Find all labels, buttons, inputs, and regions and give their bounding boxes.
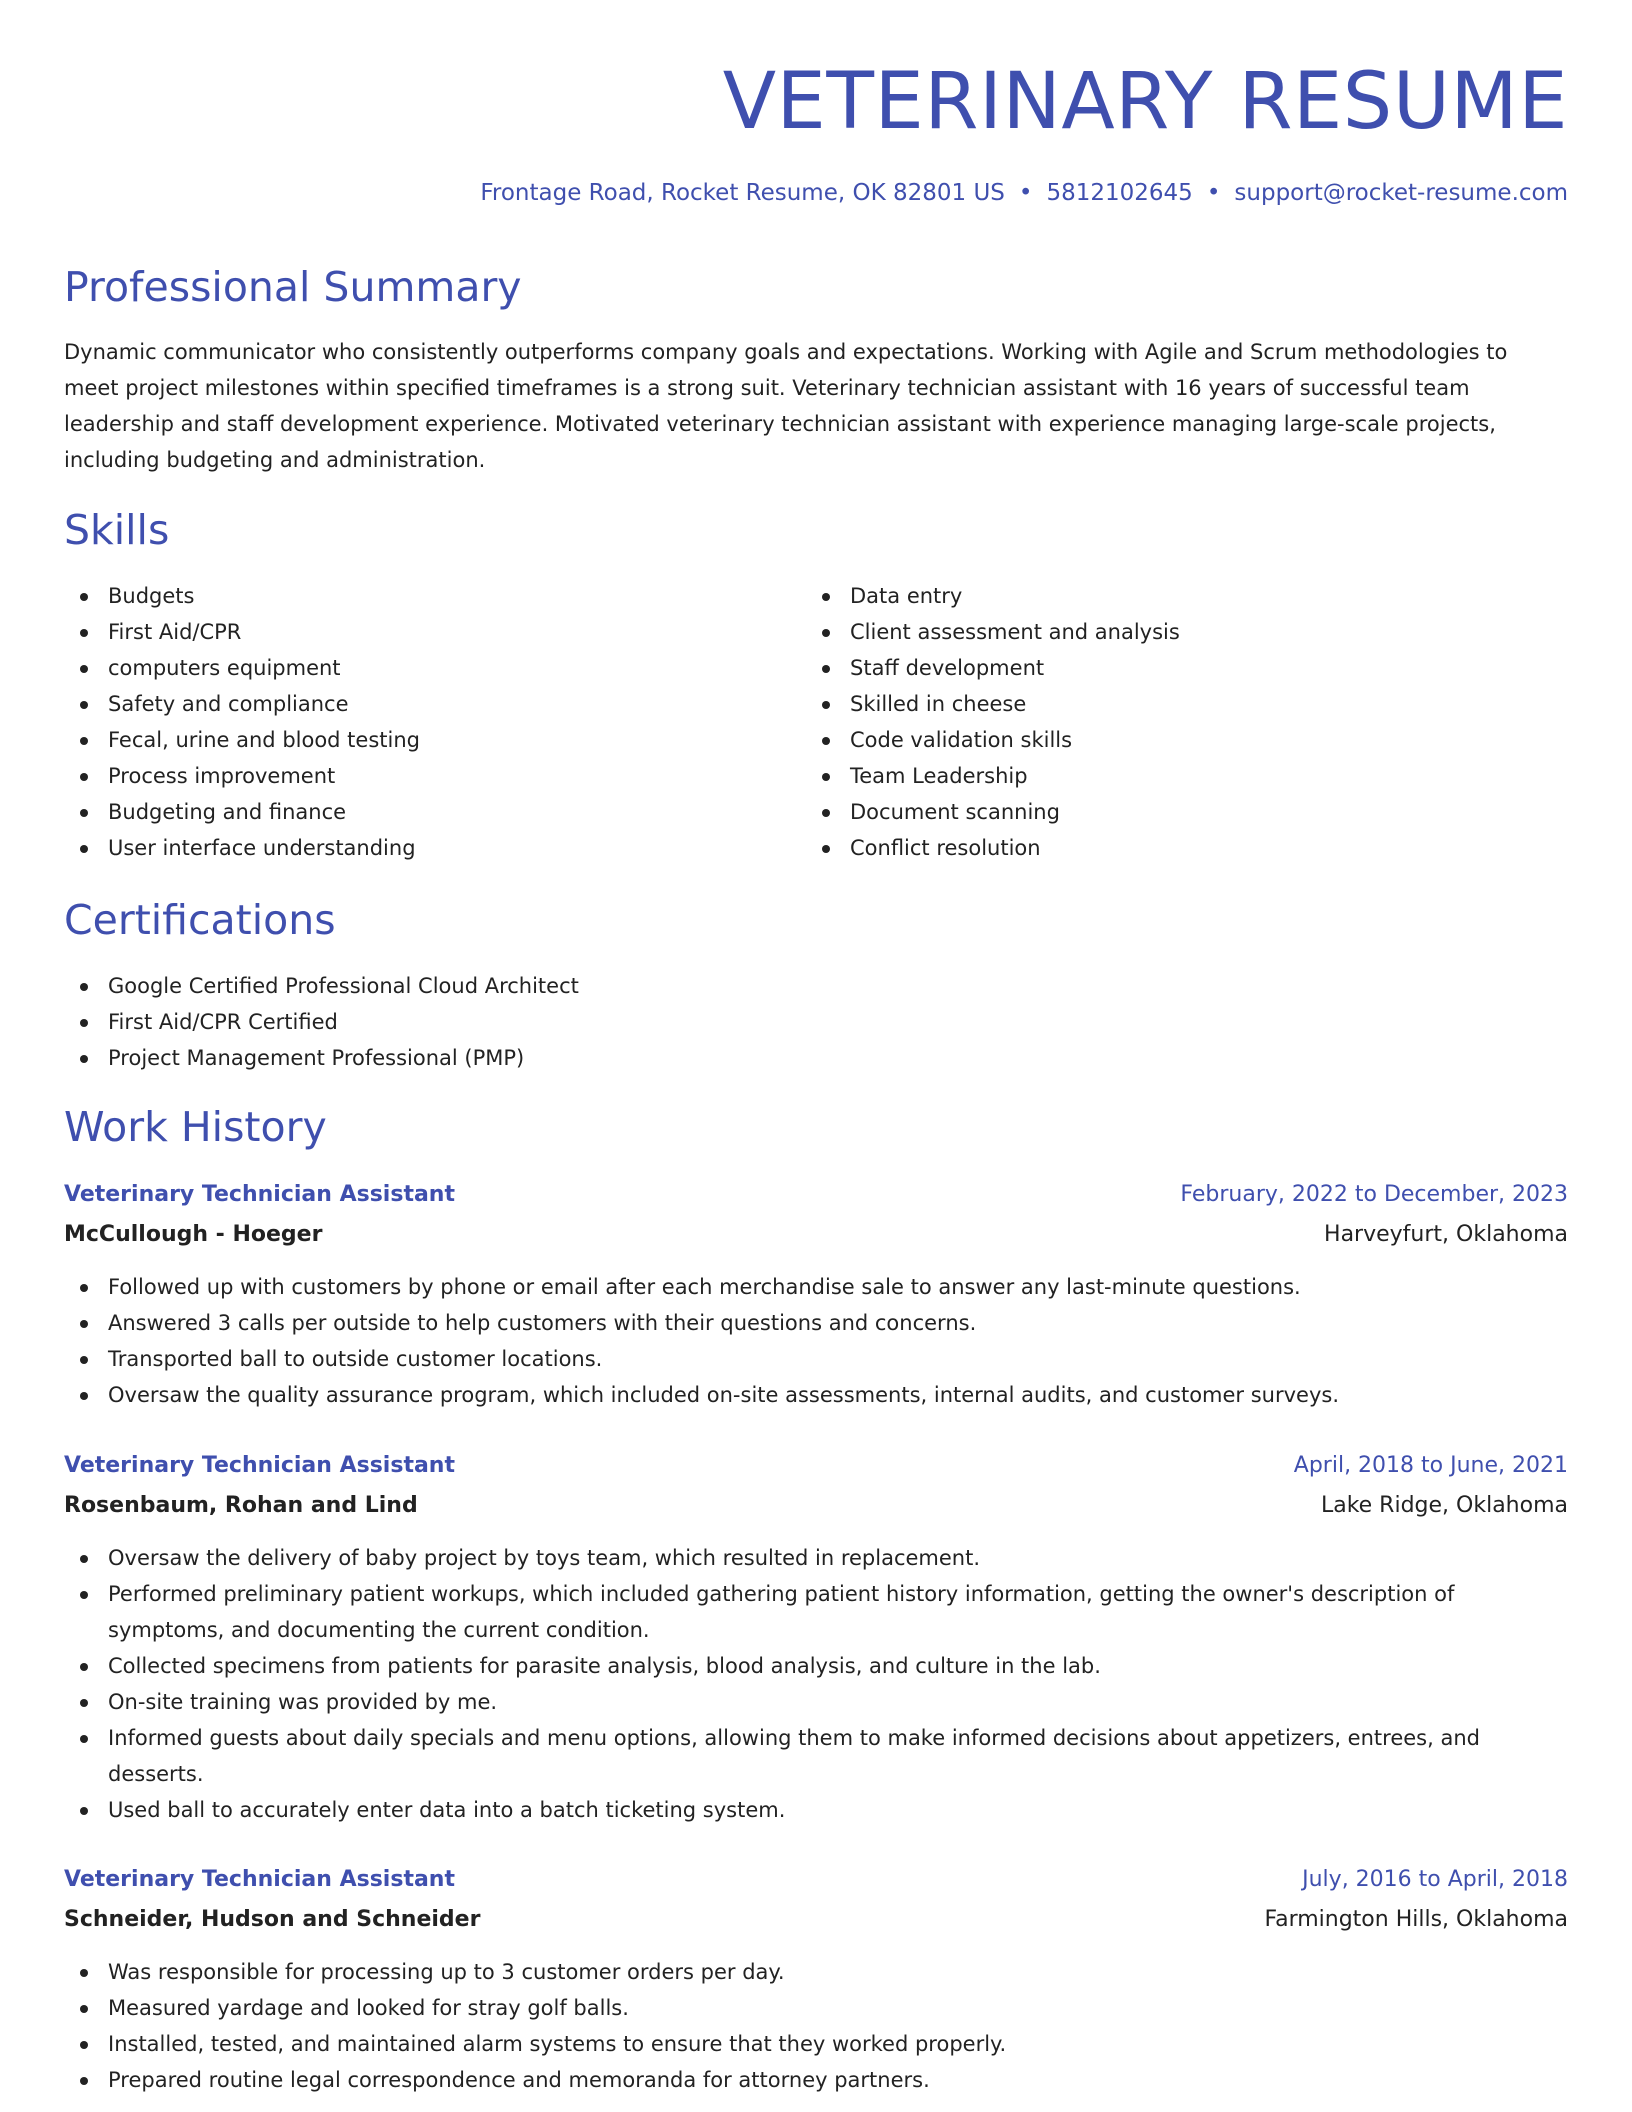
job-duty-item: Was responsible for processing up to 3 customer orders per day. bbox=[64, 1954, 1568, 1990]
job-entry bbox=[64, 1175, 1568, 1413]
resume-title: VETERINARY RESUME bbox=[722, 57, 1568, 147]
skill-item: Process improvement bbox=[64, 758, 804, 794]
job-entry bbox=[64, 1446, 1568, 1828]
job-duty-item: Installed, tested, and maintained alarm systems to ensure that they worked properly. bbox=[64, 2026, 1568, 2062]
work-history-heading: Work History bbox=[64, 1103, 327, 1151]
job-duty-item: Transported ball to outside customer locations. bbox=[64, 1341, 1568, 1377]
job-duty-item: Oversaw the quality assurance program, which included on-site assessments, internal audits, and customer surveys. bbox=[64, 1377, 1568, 1413]
job-duty-item: Prepared routine legal correspondence and memoranda for attorney partners. bbox=[64, 2062, 1568, 2098]
skill-item: Staff development bbox=[806, 650, 1546, 686]
job-duty-item: On-site training was provided by me. bbox=[64, 1684, 1568, 1720]
job-location: Farmington Hills, Oklahoma bbox=[1264, 1907, 1568, 1932]
job-dates: April, 2018 to June, 2021 bbox=[1293, 1453, 1568, 1478]
job-duty-item: Informed guests about daily specials and menu options, allowing them to make informed decisions about appetizers, entrees, and desserts. bbox=[64, 1720, 1568, 1792]
contact-phone: 5812102645 bbox=[1046, 180, 1193, 206]
job-duty-item: Answered 3 calls per outside to help customers with their questions and concerns. bbox=[64, 1305, 1568, 1341]
job-company: Rosenbaum, Rohan and Lind bbox=[64, 1493, 418, 1518]
certification-item: First Aid/CPR Certified bbox=[64, 1004, 1568, 1040]
job-duties-list bbox=[64, 1269, 1568, 1413]
job-duty-item: Collected specimens from patients for parasite analysis, blood analysis, and culture in the lab. bbox=[64, 1648, 1568, 1684]
contact-separator: • bbox=[1206, 180, 1221, 206]
certifications-list bbox=[64, 968, 1568, 1076]
skill-item: Budgets bbox=[64, 578, 804, 614]
contact-line bbox=[480, 180, 1568, 206]
skills-list-right bbox=[806, 578, 1546, 866]
skills-list-left bbox=[64, 578, 804, 866]
skills-heading: Skills bbox=[64, 506, 170, 554]
job-duties-list bbox=[64, 1540, 1568, 1828]
skill-item: Skilled in cheese bbox=[806, 686, 1546, 722]
certifications-heading: Certifications bbox=[64, 896, 336, 944]
job-title: Veterinary Technician Assistant bbox=[64, 1453, 455, 1478]
skill-item: First Aid/CPR bbox=[64, 614, 804, 650]
job-entry bbox=[64, 1860, 1568, 2098]
resume-page bbox=[64, 0, 1568, 2092]
skill-item: computers equipment bbox=[64, 650, 804, 686]
summary-heading: Professional Summary bbox=[64, 263, 522, 311]
skill-item: Fecal, urine and blood testing bbox=[64, 722, 804, 758]
skill-item: Document scanning bbox=[806, 794, 1546, 830]
skill-item: Team Leadership bbox=[806, 758, 1546, 794]
job-duties-list bbox=[64, 1954, 1568, 2098]
summary-text: Dynamic communicator who consistently outperforms company goals and expectations. Working with Agile and Scrum methodologies to meet project milestones within specified timeframes is a strong suit. Veterinary technician assistant with 16 years of successful team leadership and staff development experience. Motivated veterinary technician assistant with experience managing large-scale projects, including budgeting and administration. bbox=[64, 340, 1508, 472]
skill-item: User interface understanding bbox=[64, 830, 804, 866]
job-duty-item: Oversaw the delivery of baby project by toys team, which resulted in replacement. bbox=[64, 1540, 1568, 1576]
contact-separator: • bbox=[1018, 180, 1033, 206]
job-location: Lake Ridge, Oklahoma bbox=[1320, 1493, 1568, 1518]
skill-item: Conflict resolution bbox=[806, 830, 1546, 866]
job-duty-item: Performed preliminary patient workups, which included gathering patient history information, getting the owner's description of symptoms, and documenting the current condition. bbox=[64, 1576, 1568, 1648]
job-dates: July, 2016 to April, 2018 bbox=[1302, 1867, 1568, 1892]
contact-address: Frontage Road, Rocket Resume, OK 82801 US bbox=[480, 180, 1005, 206]
job-dates: February, 2022 to December, 2023 bbox=[1180, 1182, 1568, 1207]
contact-email[interactable]: support@rocket-resume.com bbox=[1234, 180, 1568, 206]
skill-item: Data entry bbox=[806, 578, 1546, 614]
skill-item: Safety and compliance bbox=[64, 686, 804, 722]
skill-item: Code validation skills bbox=[806, 722, 1546, 758]
skill-item: Client assessment and analysis bbox=[806, 614, 1546, 650]
certification-item: Project Management Professional (PMP) bbox=[64, 1040, 1568, 1076]
job-title: Veterinary Technician Assistant bbox=[64, 1182, 455, 1207]
job-duty-item: Used ball to accurately enter data into a batch ticketing system. bbox=[64, 1792, 1568, 1828]
job-duty-item: Measured yardage and looked for stray golf balls. bbox=[64, 1990, 1568, 2026]
certification-item: Google Certified Professional Cloud Architect bbox=[64, 968, 1568, 1004]
job-duty-item: Followed up with customers by phone or email after each merchandise sale to answer any last-minute questions. bbox=[64, 1269, 1568, 1305]
job-company: McCullough - Hoeger bbox=[64, 1222, 323, 1247]
job-location: Harveyfurt, Oklahoma bbox=[1324, 1222, 1568, 1247]
job-title: Veterinary Technician Assistant bbox=[64, 1867, 455, 1892]
skill-item: Budgeting and finance bbox=[64, 794, 804, 830]
job-company: Schneider, Hudson and Schneider bbox=[64, 1907, 481, 1932]
